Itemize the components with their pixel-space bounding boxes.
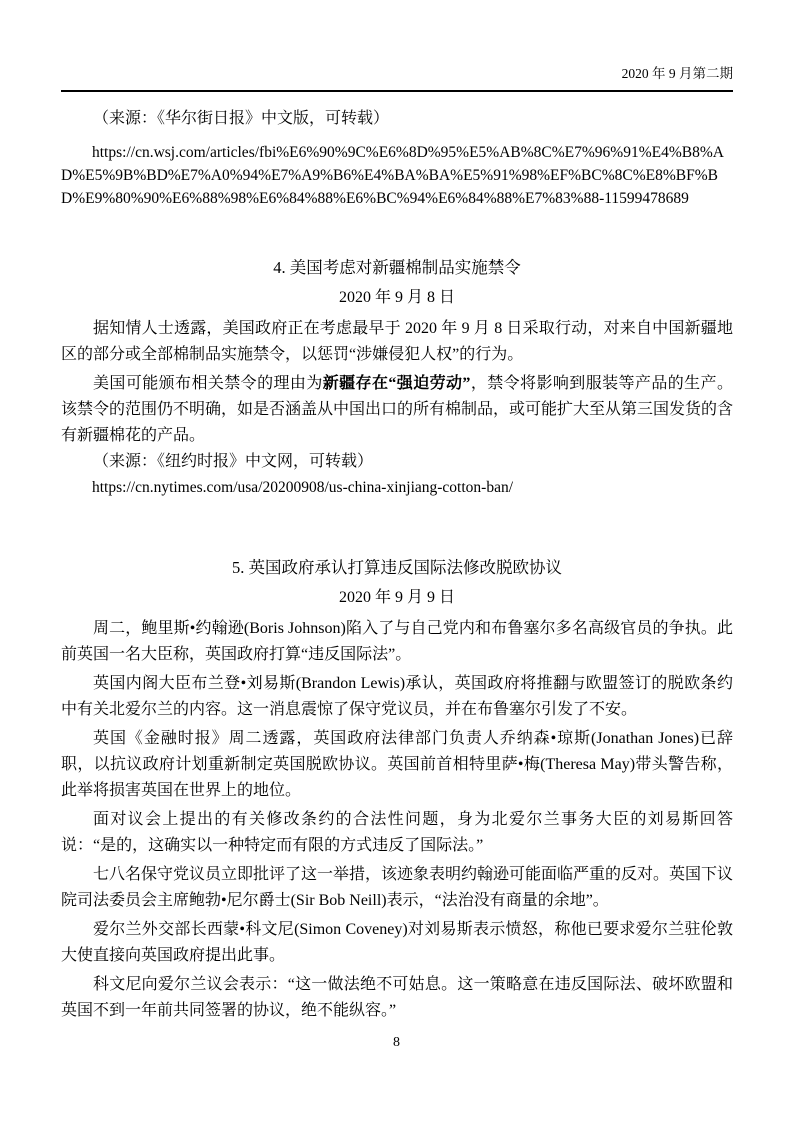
bold-text: 新疆存在“强迫劳动” <box>322 375 471 392</box>
paragraph <box>61 316 733 368</box>
paragraph <box>61 726 733 804</box>
text-segment: 英国内阁大臣布兰登•刘易斯(Brandon Lewis)承认，英国政府将推翻与欧盟签订的脱欧条约中有关北爱尔兰的内容。这一消息震惊了保守党议员，并在布鲁塞尔引发了不安。 <box>61 675 733 718</box>
text-segment: 美国可能颁布相关禁令的理由为 <box>93 375 323 392</box>
text-segment: 爱尔兰外交部长西蒙•科文尼(Simon Coveney)对刘易斯表示愤怒，称他已要求爱尔兰驻伦敦大使直接向英国政府提出此事。 <box>61 921 733 964</box>
wsj-url-text: https://cn.wsj.com/articles/fbi%E6%90%9C%E6%8D%95%E5%AB%8C%E7%96%91%E4%B8%AD%E5%9B%BD%E7%A0%94%E7%A9%B6%E4%BA%BA%E5%91%98%EF%BC%8C%E8%BF%BD%E9%80%90%E6%88%98%E6%84%88%E6%BC%94%E6%84%88%E7%83%88-11599478689 <box>61 144 724 207</box>
text-segment: 据知情人士透露，美国政府正在考虑最早于 2020 年 9 月 8 日采取行动，对来自中国新疆地区的部分或全部棉制品实施禁令，以惩罚“涉嫌侵犯人权”的行为。 <box>61 320 733 363</box>
section-4-paragraphs <box>61 316 733 449</box>
text-segment: 面对议会上提出的有关修改条约的合法性问题，身为北爱尔兰事务大臣的刘易斯回答说：“是的，这确实以一种特定而有限的方式违反了国际法。” <box>61 811 733 854</box>
text-segment: ，禁令将影响到服装等产品的生产。该禁令的范围仍不明确，如是否涵盖从中国出口的所有棉制品，或可能扩大至从第三国发货的含有新疆棉花的产品。 <box>61 375 734 444</box>
nyt-source-line: （来源：《纽约时报》中文网，可转载） <box>93 453 374 470</box>
header-issue-label: 2020 年 9 月第二期 <box>621 66 733 81</box>
page-number: 8 <box>393 1035 400 1050</box>
paragraph <box>61 807 733 859</box>
page-footer <box>0 1034 793 1052</box>
paragraph <box>61 616 733 668</box>
section-5-date: 2020 年 9 月 9 日 <box>338 589 455 606</box>
page-content <box>61 0 733 1024</box>
section-5-title: 5. 英国政府承认打算违反国际法修改脱欧协议 <box>232 558 562 577</box>
paragraph <box>61 917 733 969</box>
paragraph <box>61 671 733 723</box>
wsj-source-line: （来源：《华尔街日报》中文版，可转载） <box>93 110 390 127</box>
text-segment: 英国《金融时报》周二透露，英国政府法律部门负责人乔纳森•琼斯(Jonathan Jones)已辞职，以抗议政府计划重新制定英国脱欧协议。英国前首相特里萨•梅(Theresa May)带头警告称，此举将损害英国在世界上的地位。 <box>61 730 733 799</box>
paragraph <box>61 972 733 1024</box>
paragraph <box>61 371 733 449</box>
section-5-paragraphs <box>61 616 733 1024</box>
text-segment: 七八名保守党议员立即批评了这一举措，该迹象表明约翰逊可能面临严重的反对。英国下议院司法委员会主席鲍勃•尼尔爵士(Sir Bob Neill)表示，“法治没有商量的余地”。 <box>61 866 734 909</box>
paragraph <box>61 862 733 914</box>
section-4-date: 2020 年 9 月 8 日 <box>338 289 455 306</box>
text-segment: 周二，鲍里斯•约翰逊(Boris Johnson)陷入了与自己党内和布鲁塞尔多名高级官员的争执。此前英国一名大臣称，英国政府打算“违反国际法”。 <box>61 620 733 663</box>
section-4 <box>61 253 733 501</box>
text-segment: 科文尼向爱尔兰议会表示：“这一做法绝不可姑息。这一策略意在违反国际法、破坏欧盟和英国不到一年前共同签署的协议，绝不能纵容。” <box>61 976 733 1019</box>
nyt-url-text: https://cn.nytimes.com/usa/20200908/us-china-xinjiang-cotton-ban/ <box>92 479 514 496</box>
section-5 <box>61 553 733 1024</box>
header-rule <box>61 90 733 92</box>
section-4-title: 4. 美国考虑对新疆棉制品实施禁令 <box>273 258 521 277</box>
